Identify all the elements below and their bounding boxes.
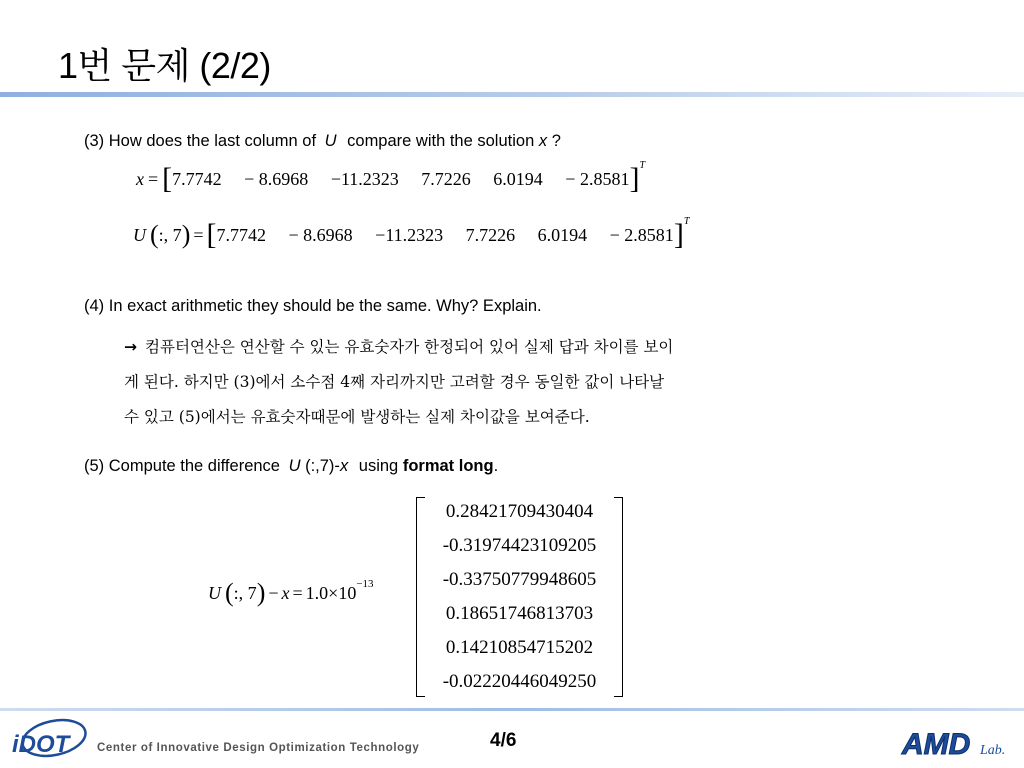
eq-u-value: − 8.6968 (288, 224, 353, 245)
eq-x-value: − 8.6968 (244, 168, 309, 189)
eq-u-value: 7.7226 (465, 224, 516, 245)
equation-u (133, 215, 690, 251)
transpose-sup: T (683, 215, 690, 227)
page-title: 1번 문제 (2/2) (58, 45, 271, 86)
answer-line-1-text: 컴퓨터연산은 연산할 수 있는 유효숫자가 한정되어 있어 실제 답과 차이를 보이 (145, 338, 674, 356)
eq-u-var: U (133, 224, 146, 245)
q5-prefix: (5) Compute the difference (84, 457, 280, 475)
left-paren: ( (150, 220, 159, 249)
eq-u-value: 7.7742 (216, 224, 267, 245)
arrow-icon: → (124, 338, 137, 356)
eq-x-lhs: x (136, 168, 144, 189)
right-bracket: ] (629, 162, 640, 195)
idot-logo (10, 716, 88, 764)
q3-var-u: U (324, 132, 337, 150)
question-5 (84, 457, 498, 476)
title-divider (0, 92, 1024, 97)
idot-logo-text: iDOT (12, 731, 70, 758)
result-matrix (416, 497, 623, 697)
eq-x-value: −11.2323 (330, 168, 399, 189)
eq-diff-equals: = (292, 582, 303, 603)
q5-var-x: x (339, 457, 349, 475)
q5-format-long: format long (402, 457, 494, 475)
eq-u-args: :, 7 (158, 224, 182, 245)
matrix-corner (417, 497, 425, 498)
page-number: 4/6 (490, 730, 517, 751)
matrix-corner (614, 696, 622, 697)
right-paren: ) (256, 578, 266, 607)
right-paren: ) (181, 220, 191, 249)
eq-u-equals: = (193, 224, 204, 245)
answer-line-3: 수 있고 (5)에서는 유효숫자때문에 발생하는 실제 차이값을 보여준다. (124, 408, 590, 426)
matrix-row: -0.33750779948605 (442, 569, 597, 590)
matrix-corner (417, 696, 425, 697)
matrix-row: -0.31974423109205 (442, 535, 597, 556)
matrix-corner (614, 497, 622, 498)
organization-name: Center of Innovative Design Optimization Technology (97, 742, 420, 754)
amd-logo-text: AMD (902, 728, 971, 761)
eq-x-value: 6.0194 (493, 168, 543, 189)
eq-diff-exp: −13 (356, 578, 374, 590)
matrix-row: 0.28421709430404 (445, 501, 594, 522)
answer-line-2: 게 된다. 하지만 (3)에서 소수점 4째 자리까지만 고려할 경우 동일한 값이 나타날 (124, 373, 665, 391)
left-bracket: [ (162, 162, 173, 195)
q3-var-x: x (538, 132, 548, 150)
question-3 (84, 132, 561, 151)
equation-diff (208, 580, 374, 606)
eq-diff-x: x (281, 582, 290, 603)
q3-prefix: (3) How does the last column of (84, 132, 317, 150)
q3-suffix: ? (551, 132, 561, 150)
eq-diff-coef: 1.0×10 (305, 582, 357, 603)
eq-diff-minus: − (268, 582, 279, 603)
eq-x-value: − 2.8581 (565, 168, 630, 189)
matrix-row: 0.14210854715202 (445, 637, 594, 658)
answer-line-1 (124, 330, 864, 365)
q5-args: (:,7)- (305, 457, 340, 475)
eq-u-value: − 2.8581 (609, 224, 674, 245)
question-4: (4) In exact arithmetic they should be the same. Why? Explain. (84, 297, 542, 315)
equation-x (136, 159, 646, 195)
left-bracket: [ (206, 218, 217, 251)
eq-u-value: 6.0194 (537, 224, 588, 245)
q5-using: using (358, 457, 399, 475)
right-bracket: ] (673, 218, 684, 251)
matrix-row: 0.18651746813703 (445, 603, 594, 624)
eq-diff-var: U (208, 582, 221, 603)
matrix-row: -0.02220446049250 (442, 671, 597, 692)
q5-var-u: U (288, 457, 301, 475)
eq-x-equals: = (148, 168, 159, 189)
lab-logo-text: Lab. (980, 743, 1006, 758)
eq-u-values (217, 225, 674, 246)
footer-divider (0, 708, 1024, 711)
transpose-sup: T (639, 159, 646, 171)
answer-text (124, 330, 864, 435)
eq-u-value: −11.2323 (375, 224, 444, 245)
eq-x-value: 7.7226 (421, 168, 471, 189)
amd-lab-logo (900, 718, 1018, 764)
q5-suffix: . (493, 457, 499, 475)
eq-diff-args: :, 7 (233, 582, 257, 603)
left-paren: ( (225, 578, 234, 607)
eq-x-value: 7.7742 (172, 168, 222, 189)
eq-x-values (172, 169, 629, 190)
q3-middle: compare with the solution (347, 132, 535, 150)
